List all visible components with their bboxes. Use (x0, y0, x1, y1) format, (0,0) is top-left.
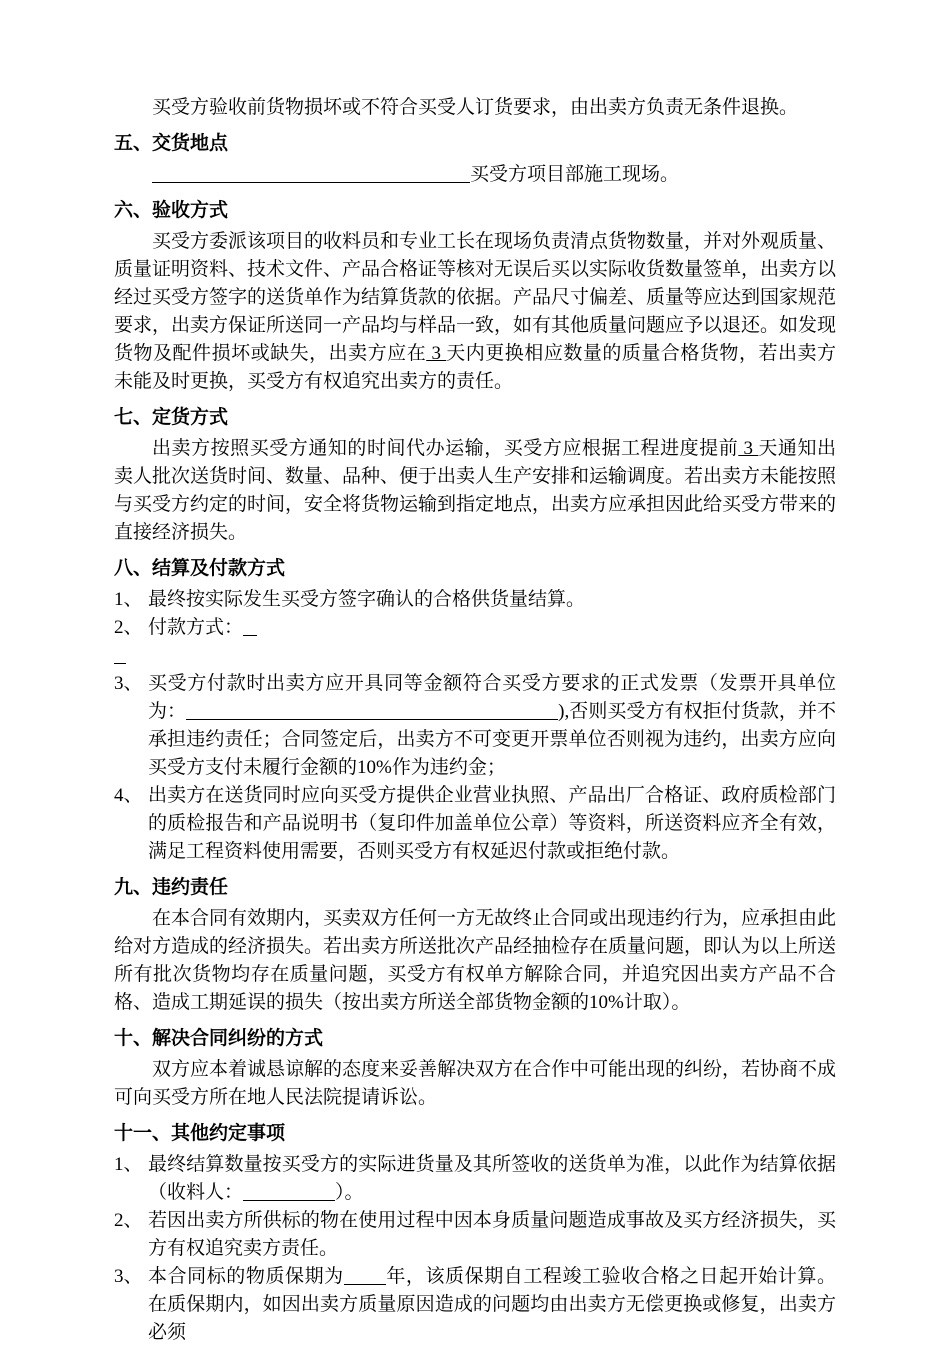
paragraph (114, 161, 836, 189)
text-segment: 出卖方按照买受方通知的时间代办运输，买受方应根据工程进度提前 (152, 438, 739, 459)
item-number: 1、 (114, 1154, 143, 1175)
text-segment: 买受方付款时出卖方应开具同等金额符合买受方要求的正式发票（发票开具单位为： (148, 673, 836, 722)
blank-underline (186, 716, 558, 720)
blank-underline (152, 179, 470, 183)
section-heading: 十一、其他约定事项 (114, 1123, 286, 1144)
numbered-item (114, 1151, 836, 1207)
blank-underline (344, 1281, 386, 1285)
item-number: 4、 (114, 785, 143, 806)
numbered-item (114, 586, 836, 614)
section-heading: 五、交货地点 (114, 133, 229, 154)
item-content (148, 1266, 836, 1343)
item-number: 3、 (114, 1266, 143, 1287)
text-segment: ）。 (335, 1182, 364, 1203)
blank-underline (114, 660, 126, 664)
paragraph (114, 94, 836, 122)
underlined-text: 3 (738, 438, 759, 459)
text-segment: 天内更换相应数量的质量合格货物，若出卖方未能及时更换，买受方有权追究出卖方的责任。 (114, 343, 836, 392)
text-segment: 出卖方在送货同时应向买受方提供企业营业执照、产品出厂合格证、政府质检部门的质检报告和产品说明书（复印件加盖单位公章）等资料，所送资料应齐全有效，满足工程资料使用需要，否则买受方有权延迟付款或拒绝付款。 (148, 785, 836, 862)
text-segment: 最终按实际发生买受方签字确认的合格供货量结算。 (148, 589, 586, 610)
text-segment: 买受方项目部施工现场。 (470, 164, 680, 185)
text-segment: 若因出卖方所供标的物在使用过程中因本身质量问题造成事故及买方经济损失，买方有权追究卖方责任。 (148, 1210, 836, 1259)
item-number: 1、 (114, 589, 143, 610)
numbered-item (114, 1263, 836, 1347)
item-content (148, 785, 836, 862)
item-content (148, 617, 257, 638)
blank-underline (243, 1197, 335, 1201)
text-segment: 最终结算数量按买受方的实际进货量及其所签收的送货单为准，以此作为结算依据（收料人： (148, 1154, 836, 1203)
item-content (148, 673, 836, 778)
section-heading: 九、违约责任 (114, 877, 229, 898)
paragraph (114, 435, 836, 547)
item-content (148, 1154, 836, 1203)
paragraph (114, 905, 836, 1017)
text-segment: ),否则买受方有权拒付货款，并不承担违约责任；合同签定后，出卖方不可变更开票单位否则视为违约，出卖方应向买受方支付未履行金额的10%作为违约金； (148, 701, 836, 778)
underlined-text: 3 (426, 343, 447, 364)
section-heading: 八、结算及付款方式 (114, 558, 286, 579)
section-heading: 十、解决合同纠纷的方式 (114, 1028, 324, 1049)
item-number: 2、 (114, 617, 143, 638)
text-segment: 付款方式： (148, 617, 244, 638)
item-number: 2、 (114, 1210, 143, 1231)
text-segment: 本合同标的物质保期为 (148, 1266, 344, 1287)
blank-underline (243, 632, 257, 636)
text-segment: 在本合同有效期内，买卖双方任何一方无故终止合同或出现违约行为，应承担由此给对方造成的经济损失。若出卖方所送批次产品经抽检存在质量问题，即认为以上所送所有批次货物均存在质量问题，买受方有权单方解除合同，并追究因出卖方产品不合格、造成工期延误的损失（按出卖方所送全部货物金额的10%计取）。 (114, 908, 837, 1013)
paragraph (114, 1056, 836, 1112)
numbered-item (114, 670, 836, 782)
item-content (148, 1210, 836, 1259)
paragraph (114, 228, 836, 396)
item-number: 3、 (114, 673, 143, 694)
text-segment: 年，该质保期自工程竣工验收合格之日起开始计算。在质保期内，如因出卖方质量原因造成的问题均由出卖方无偿更换或修复，出卖方必须 (148, 1266, 836, 1343)
text-segment: 天通知出卖人批次送货时间、数量、品种、便于出卖人生产安排和运输调度。若出卖方未能按照与买受方约定的时间，安全将货物运输到指定地点，出卖方应承担因此给买受方带来的直接经济损失。 (114, 438, 837, 543)
section-heading: 七、定货方式 (114, 407, 229, 428)
item-content (148, 589, 585, 610)
numbered-item (114, 1207, 836, 1263)
paragraph (114, 642, 836, 670)
text-segment: 双方应本着诚恳谅解的态度来妥善解决双方在合作中可能出现的纠纷，若协商不成可向买受方所在地人民法院提请诉讼。 (114, 1059, 837, 1108)
text-segment: 买受方验收前货物损坏或不符合买受人订货要求，由出卖方负责无条件退换。 (152, 97, 799, 118)
numbered-item (114, 614, 836, 642)
section-heading: 六、验收方式 (114, 200, 229, 221)
numbered-item (114, 782, 836, 866)
text-segment: 买受方委派该项目的收料员和专业工长在现场负责清点货物数量，并对外观质量、质量证明资料、技术文件、产品合格证等核对无误后买以实际收货数量签单，出卖方以经过买受方签字的送货单作为结算货款的依据。产品尺寸偏差、质量等应达到国家规范要求，出卖方保证所送同一产品均与样品一致，如有其他质量问题应予以退还。如发现货物及配件损坏或缺失，出卖方应在 (114, 231, 837, 364)
